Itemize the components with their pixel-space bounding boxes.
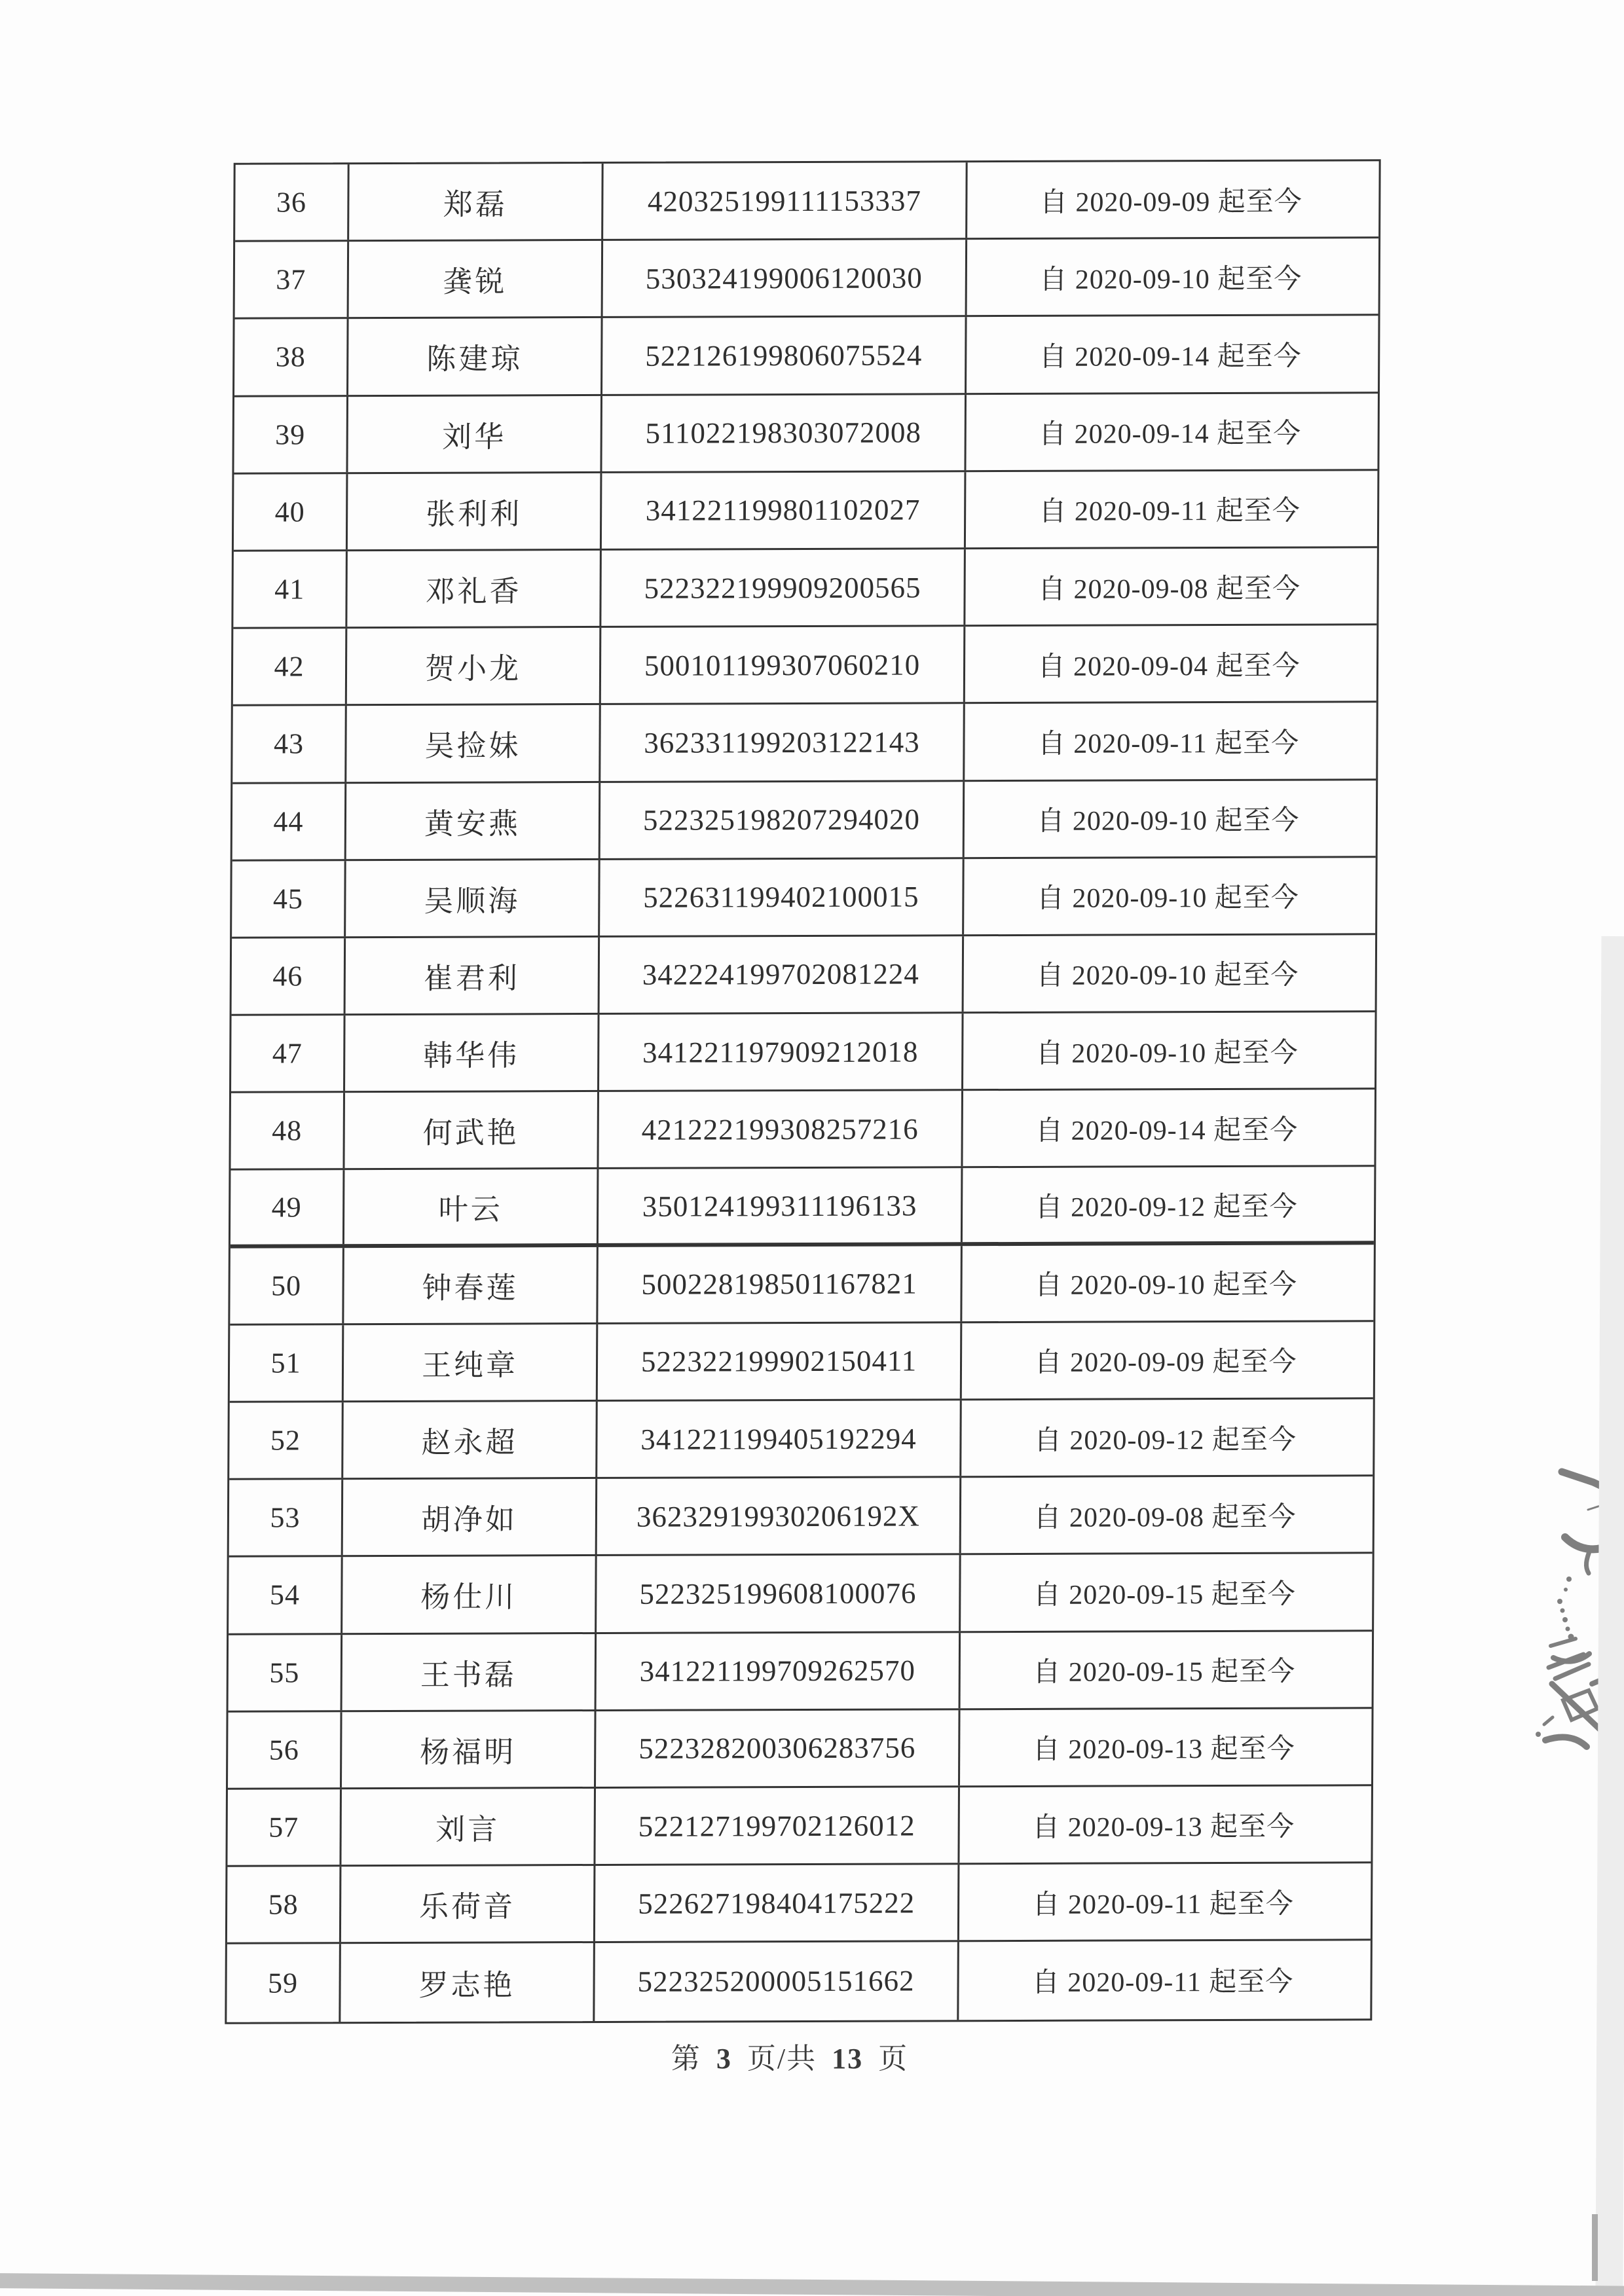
cell-person-name: 吴捡妹: [346, 705, 601, 781]
cell-row-number: 56: [228, 1712, 342, 1788]
table-row: [228, 1709, 1372, 1790]
table-row: [234, 471, 1378, 552]
table-row: [235, 161, 1379, 242]
cell-row-number: 57: [227, 1789, 342, 1865]
cell-row-number: 49: [231, 1171, 345, 1245]
id-table: [225, 159, 1380, 2024]
cell-period: 自 2020-09-09 起至今: [1039, 187, 1302, 218]
cell-row-number: 52: [229, 1402, 344, 1478]
cell-person-name: 刘华: [348, 396, 602, 472]
table-row: [232, 935, 1376, 1016]
cell-period: 自 2020-09-15 起至今: [1033, 1579, 1296, 1611]
id-table-body: [227, 161, 1378, 2022]
cell-period: 自 2020-09-09 起至今: [1034, 1347, 1297, 1379]
cell-row-number: 48: [231, 1093, 345, 1169]
table-row: [231, 1012, 1375, 1093]
cell-id-number: 522328200306283756: [596, 1710, 961, 1787]
cell-person-name: 吴顺海: [346, 860, 600, 936]
cell-person-name: 杨仕川: [342, 1556, 597, 1632]
cell-id-number: 500228198501167821: [598, 1246, 963, 1322]
cell-period: 自 2020-09-08 起至今: [1037, 574, 1301, 605]
scan-edge-band-bottom: [0, 2273, 1624, 2296]
cell-id-number: 530324199006120030: [603, 240, 968, 316]
cell-person-name: 刘言: [341, 1789, 596, 1865]
cell-person-name: 张利利: [348, 473, 602, 549]
cell-id-number: 342224199702081224: [600, 936, 965, 1013]
cell-period: 自 2020-09-04 起至今: [1037, 651, 1301, 682]
cell-row-number: 39: [234, 397, 348, 473]
cell-period: 自 2020-09-14 起至今: [1039, 418, 1302, 450]
table-row: [227, 1863, 1371, 1944]
cell-row-number: 41: [233, 551, 348, 627]
cell-id-number: 341221199709262570: [597, 1633, 961, 1709]
cell-person-name: 杨福明: [342, 1711, 597, 1787]
cell-row-number: 55: [229, 1635, 343, 1711]
footer-separator: 页/共: [747, 2043, 817, 2075]
cell-id-number: 36232919930206192X: [597, 1478, 962, 1554]
cell-person-name: 郑磊: [349, 164, 604, 240]
table-row: [227, 1786, 1371, 1867]
cell-person-name: 陈建琼: [348, 318, 603, 394]
cell-period: 自 2020-09-11 起至今: [1037, 728, 1300, 759]
cell-period: 自 2020-09-10 起至今: [1036, 960, 1299, 992]
page-footer: [0, 2035, 1579, 2077]
cell-person-name: 韩华伟: [345, 1015, 600, 1091]
cell-id-number: 522127199702126012: [595, 1787, 960, 1864]
cell-period: 自 2020-09-11 起至今: [1039, 496, 1301, 528]
cell-person-name: 何武艳: [344, 1092, 599, 1168]
cell-period: 自 2020-09-11 起至今: [1032, 1889, 1294, 1920]
cell-row-number: 36: [235, 164, 350, 240]
table-row: [231, 1090, 1375, 1171]
table-row: [229, 1554, 1373, 1635]
cell-row-number: 38: [234, 319, 349, 395]
cell-id-number: 362331199203122143: [600, 704, 965, 781]
cell-row-number: 42: [233, 629, 348, 704]
cell-period: 自 2020-09-08 起至今: [1033, 1502, 1297, 1533]
table-row: [231, 1167, 1375, 1248]
cell-id-number: 350124199311196133: [599, 1169, 963, 1243]
cell-row-number: 47: [231, 1015, 346, 1091]
cell-period: 自 2020-09-14 起至今: [1035, 1115, 1299, 1146]
cell-row-number: 43: [232, 706, 347, 782]
cell-id-number: 522322199902150411: [598, 1323, 963, 1400]
cell-period: 自 2020-09-15 起至今: [1033, 1656, 1296, 1688]
cell-person-name: 赵永超: [343, 1402, 598, 1478]
footer-prefix: 第: [671, 2043, 701, 2075]
cell-id-number: 500101199307060210: [601, 627, 966, 703]
cell-row-number: 37: [235, 242, 350, 318]
cell-person-name: 邓礼香: [347, 551, 602, 627]
cell-person-name: 崔君利: [346, 938, 600, 1013]
cell-period: 自 2020-09-10 起至今: [1039, 264, 1302, 295]
cell-row-number: 53: [229, 1480, 344, 1556]
cell-period: 自 2020-09-12 起至今: [1033, 1425, 1297, 1456]
cell-id-number: 522322199909200565: [601, 549, 966, 626]
table-row: [232, 780, 1376, 862]
cell-id-number: 522325200005151662: [595, 1942, 959, 2021]
cell-row-number: 45: [232, 861, 346, 937]
cell-row-number: 54: [229, 1558, 343, 1633]
cell-row-number: 44: [232, 784, 347, 860]
cell-person-name: 钟春莲: [344, 1247, 599, 1323]
cell-id-number: 511022198303072008: [602, 395, 967, 471]
cell-id-number: 522126199806075524: [602, 318, 967, 394]
scan-edge-line-right: [1592, 2214, 1598, 2281]
cell-person-name: 叶云: [344, 1169, 599, 1243]
cell-row-number: 40: [234, 474, 348, 550]
cell-id-number: 341221199801102027: [602, 472, 967, 549]
cell-period: 自 2020-09-10 起至今: [1036, 883, 1299, 915]
table-row: [229, 1399, 1373, 1480]
cell-period: 自 2020-09-13 起至今: [1032, 1812, 1295, 1843]
cell-person-name: 贺小龙: [347, 628, 602, 704]
cell-period: 自 2020-09-10 起至今: [1034, 1269, 1298, 1302]
cell-row-number: 50: [230, 1248, 344, 1324]
table-row: [232, 703, 1376, 784]
table-row: [229, 1476, 1373, 1558]
table-row: [227, 1941, 1371, 2022]
table-row: [234, 316, 1378, 397]
table-row: [229, 1631, 1373, 1713]
cell-period: 自 2020-09-11 起至今: [1031, 1967, 1294, 1999]
cell-id-number: 522325198207294020: [600, 782, 965, 858]
cell-period: 自 2020-09-10 起至今: [1035, 1038, 1299, 1069]
cell-row-number: 59: [227, 1944, 341, 2022]
cell-row-number: 58: [227, 1867, 342, 1942]
cell-id-number: 341221197909212018: [599, 1013, 964, 1090]
table-row: [233, 548, 1377, 629]
cell-person-name: 乐荷音: [341, 1866, 596, 1942]
cell-person-name: 王书磊: [342, 1634, 597, 1710]
table-row: [233, 625, 1377, 706]
table-row: [230, 1245, 1374, 1326]
cell-person-name: 黄安燕: [346, 782, 601, 858]
cell-person-name: 龚锐: [349, 241, 604, 317]
cell-person-name: 胡净如: [343, 1479, 598, 1555]
cell-row-number: 46: [232, 938, 346, 1014]
cell-person-name: 罗志艳: [341, 1943, 595, 2021]
cell-id-number: 522325199608100076: [597, 1556, 961, 1632]
table-row: [232, 858, 1376, 939]
cell-row-number: 51: [230, 1325, 344, 1401]
table-row: [235, 238, 1379, 319]
cell-id-number: 421222199308257216: [599, 1091, 963, 1167]
table-row: [234, 393, 1378, 475]
cell-id-number: 341221199405192294: [597, 1400, 962, 1477]
cell-person-name: 王纯章: [344, 1324, 599, 1400]
cell-period: 自 2020-09-10 起至今: [1037, 805, 1300, 837]
cell-period: 自 2020-09-13 起至今: [1032, 1734, 1295, 1766]
footer-suffix: 页: [878, 2043, 909, 2075]
table-row: [230, 1322, 1374, 1403]
cell-period: 自 2020-09-12 起至今: [1035, 1192, 1298, 1223]
footer-total-pages: 13: [832, 2043, 864, 2075]
footer-page-number: 3: [716, 2043, 732, 2075]
cell-id-number: 420325199111153337: [603, 162, 968, 239]
cell-id-number: 522627198404175222: [595, 1865, 960, 1941]
cell-period: 自 2020-09-14 起至今: [1039, 341, 1302, 373]
cell-id-number: 522631199402100015: [600, 859, 965, 936]
scan-edge-strip-right: [1595, 936, 1624, 2288]
